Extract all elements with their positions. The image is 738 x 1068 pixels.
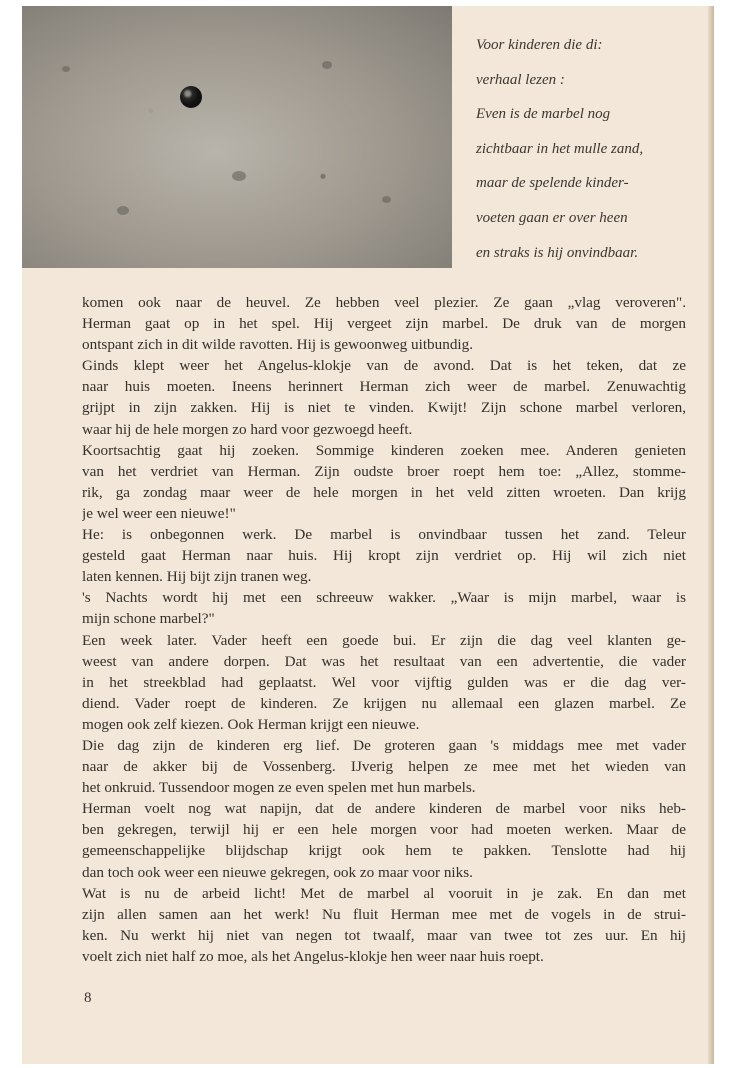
text-line: diend. Vader roept de kinderen. Ze krijgen nu allemaal een glazen marbel. Ze [82,694,686,712]
text-line: Herman voelt nog wat napijn, dat de andere kinderen de marbel voor niks heb- [82,800,686,818]
text-line: komen ook naar de heuvel. Ze hebben veel plezier. Ze gaan „vlag veroveren". [82,294,686,311]
text-line: rik, ga zondag maar weer de hele morgen in het veld zitten wroeten. Dan krijg [82,483,686,501]
text-line: het onkruid. Tussendoor mogen ze even spelen met hun marbels. [82,779,476,797]
text-line: ontspant zich in dit wilde ravotten. Hij is gewoonweg uitbundig. [82,336,474,354]
text-line: van het verdriet van Herman. Zijn oudste broer roept hem toe: „Allez, stomme- [82,462,686,480]
sand-photo [22,6,452,268]
text-line: 's Nachts wordt hij met een schreeuw wakker. „Waar is mijn marbel, waar is [82,589,686,607]
text-line: waar hij de hele morgen zo hard voor gezwoegd heeft. [82,420,413,438]
story-text [82,292,686,967]
text-line: ken. Nu werkt hij niet van negen tot twaalf, maar van twee tot zes uur. En hij [82,926,686,944]
caption-line: maar de spelende kinder- [476,175,629,192]
text-line: mijn schone marbel?" [82,610,215,628]
caption-line: en straks is hij onvindbaar. [476,244,639,261]
text-line: mogen ook zelf kiezen. Ook Herman krijgt een nieuwe. [82,715,420,733]
text-line: Ginds klept weer het Angelus-klokje van de avond. Dat is het teken, dat ze [82,357,686,375]
text-line: gesteld gaat Herman naar huis. Hij kropt zijn verdriet op. Hij wil zich niet [82,547,686,565]
book-page [22,6,714,1064]
text-line: Wat is nu de arbeid licht! Met de marbel al vooruit in je zak. En dan met [82,884,686,902]
text-line: zijn allen samen aan het werk! Nu fluit Herman mee met de vogels in de strui- [82,905,686,923]
caption-line: zichtbaar in het mulle zand, [476,140,644,157]
caption-line: Even is de marbel nog [476,106,611,123]
page-edge [708,6,714,1064]
text-line: weest van andere dorpen. Dat was het resultaat van een advertentie, die vader [82,652,686,670]
caption-line: Voor kinderen die di: [476,37,603,53]
text-line: He: is onbegonnen werk. De marbel is onvindbaar tussen het zand. Teleur [82,526,686,544]
text-line: laten kennen. Hij bijt zijn tranen weg. [82,568,312,586]
text-line: in het streekblad had geplaatst. Wel voor vijftig gulden was er die dag ver- [82,673,686,691]
page-number: 8 [84,990,92,1006]
caption-line: verhaal lezen : [476,71,565,88]
text-line: ben gekregen, terwijl hij er een hele morgen voor had moeten werken. Maar de [82,821,686,839]
text-line: dan toch ook weer een nieuwe gekregen, ook zo maar voor niks. [82,863,473,881]
text-line: naar huis moeten. Ineens herinnert Herman zich weer de marbel. Zenuwachtig [82,378,686,396]
text-line: Die dag zijn de kinderen erg lief. De groteren gaan 's middags mee met vader [82,736,686,754]
text-line: gemeenschappelijke blijdschap krijgt ook hem te pakken. Tenslotte had hij [82,842,686,860]
text-line: Een week later. Vader heeft een goede bui. Er zijn die dag veel klanten ge- [82,631,686,649]
text-line: je wel weer een nieuwe!" [82,504,236,522]
text-line: Herman gaat op in het spel. Hij vergeet zijn marbel. De druk van de morgen [82,315,686,333]
caption-line: voeten gaan er over heen [476,209,628,226]
text-line: Koortsachtig gaat hij zoeken. Sommige kinderen zoeken mee. Anderen genieten [82,441,686,459]
text-line: voelt zich niet half zo moe, als het Angelus-klokje hen weer naar huis roept. [82,947,544,965]
marble-in-sand [180,86,202,108]
text-line: naar de akker bij de Vossenberg. IJverig helpen ze mee met het wieden van [82,758,686,776]
text-line: grijpt in zijn zakken. Hij is niet te vinden. Kwijt! Zijn schone marbel verloren, [82,399,686,417]
photo-caption [476,28,708,270]
